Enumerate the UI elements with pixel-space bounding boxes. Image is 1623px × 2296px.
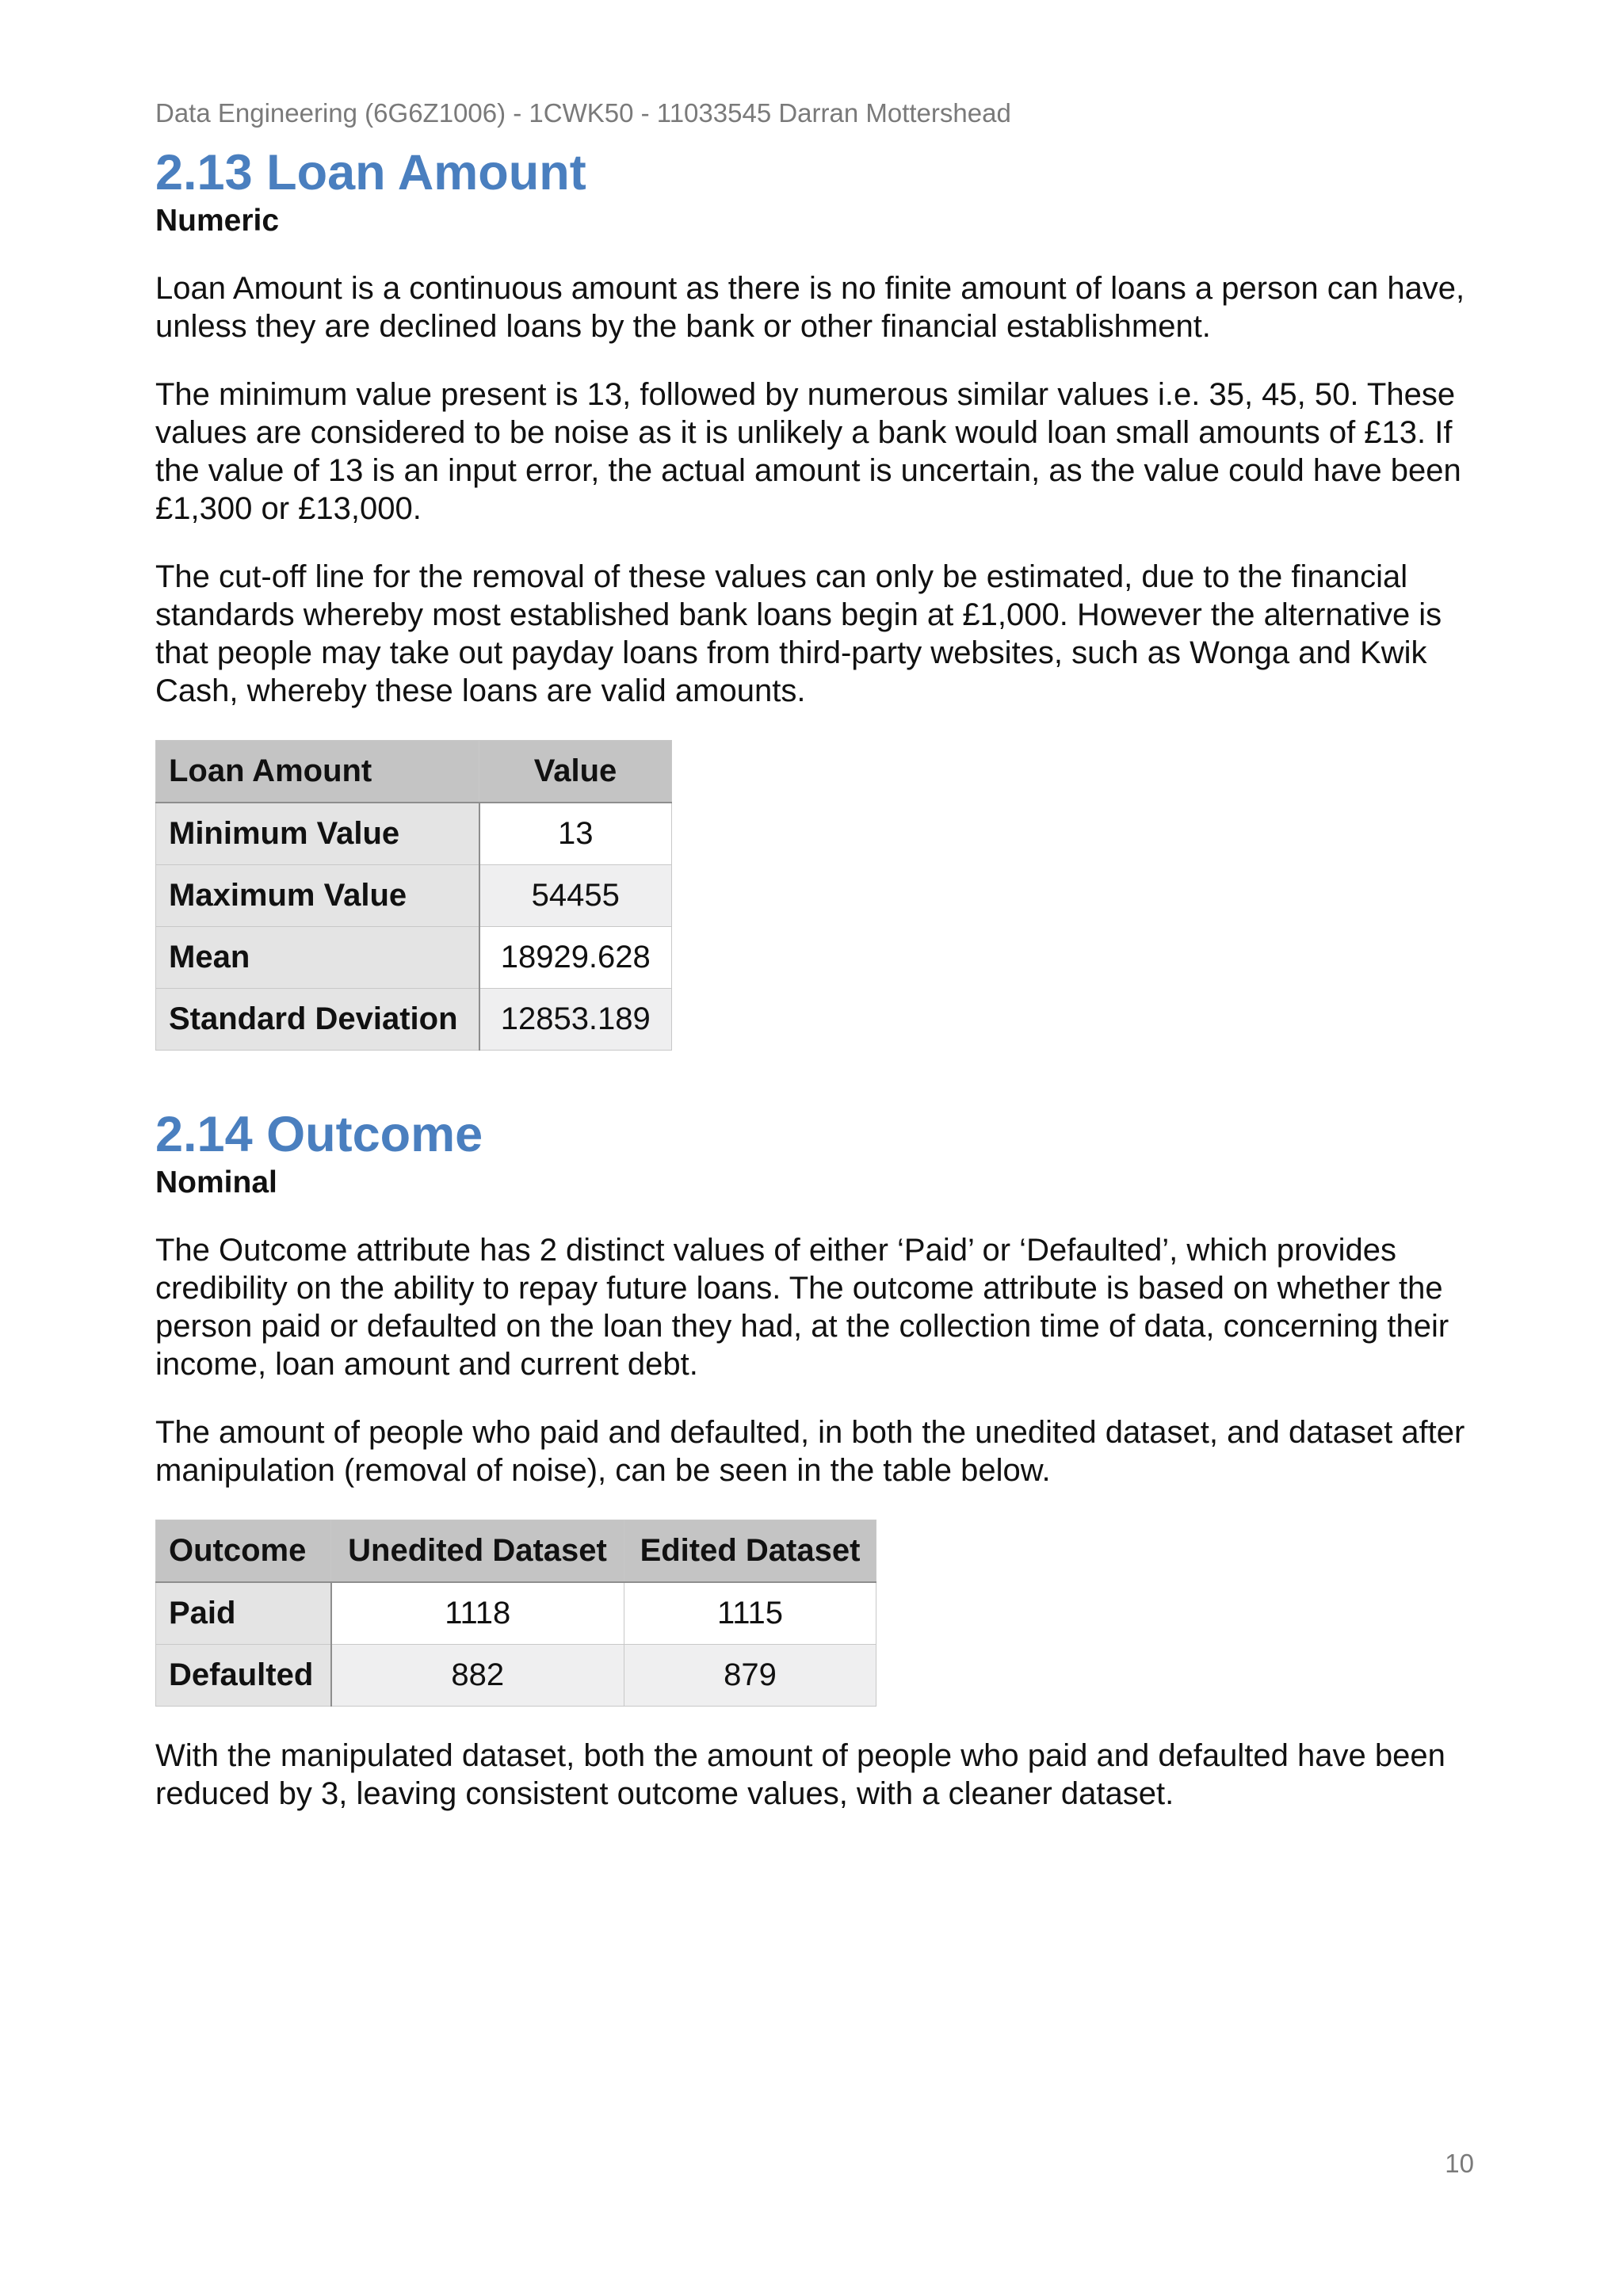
- column-header: Value: [479, 741, 672, 803]
- table-row: [156, 803, 672, 865]
- paragraph: The Outcome attribute has 2 distinct values of either ‘Paid’ or ‘Defaulted’, which provides credibility on the ability to repay future loans. The outcome attribute is based on whether the person paid or defaulted on the loan they had, at the collection time of data, concerning their income, loan amount and current debt.: [155, 1233, 1449, 1382]
- row-label: Standard Deviation: [156, 989, 479, 1051]
- section-type-outcome: Nominal: [155, 1165, 277, 1199]
- document-page: [155, 95, 1471, 1813]
- table-header-row: [156, 741, 672, 803]
- paragraph: The amount of people who paid and defaulted, in both the unedited dataset, and dataset after manipulation (removal of noise), can be seen in the table below.: [155, 1415, 1465, 1488]
- table-header-row: [156, 1520, 876, 1583]
- section-title-outcome: 2.14 Outcome: [155, 1107, 483, 1162]
- row-label: Maximum Value: [156, 865, 479, 927]
- section-title-loan-amount: 2.13 Loan Amount: [155, 145, 586, 200]
- column-header: Edited Dataset: [624, 1520, 876, 1583]
- loan-amount-table: [155, 740, 672, 1051]
- table-cell: 882: [331, 1645, 624, 1707]
- table-cell: 879: [624, 1645, 876, 1707]
- column-header: Loan Amount: [156, 741, 479, 803]
- table-row: [156, 989, 672, 1051]
- paragraph: Loan Amount is a continuous amount as there is no finite amount of loans a person can have, unless they are declined loans by the bank or other financial establishment.: [155, 271, 1465, 344]
- table-row: [156, 1645, 876, 1707]
- running-header: Data Engineering (6G6Z1006) - 1CWK50 - 11033545 Darran Mottershead: [155, 98, 1011, 128]
- table-cell: 54455: [479, 865, 672, 927]
- row-label: Mean: [156, 927, 479, 989]
- column-header: Outcome: [156, 1520, 331, 1583]
- table-cell: 1118: [331, 1582, 624, 1645]
- outcome-table: [155, 1520, 876, 1707]
- row-label: Paid: [156, 1582, 331, 1645]
- row-label: Defaulted: [156, 1645, 331, 1707]
- table-row: [156, 1582, 876, 1645]
- table-cell: 13: [479, 803, 672, 865]
- table-row: [156, 865, 672, 927]
- table-cell: 12853.189: [479, 989, 672, 1051]
- column-header: Unedited Dataset: [331, 1520, 624, 1583]
- table-cell: 1115: [624, 1582, 876, 1645]
- paragraph: The cut-off line for the removal of these values can only be estimated, due to the financial standards whereby most established bank loans begin at £1,000. However the alternative is that people may take out payday loans from third-party websites, such as Wonga and Kwik Cash, whereby these loans are valid amounts.: [155, 559, 1442, 708]
- closing-paragraph: With the manipulated dataset, both the amount of people who paid and defaulted have been reduced by 3, leaving consistent outcome values, with a cleaner dataset.: [155, 1738, 1445, 1811]
- paragraph: The minimum value present is 13, followed by numerous similar values i.e. 35, 45, 50. These values are considered to be noise as it is unlikely a bank would loan small amounts of £13. If the value of 13 is an input error, the actual amount is uncertain, as the value could have been £1,300 or £13,000.: [155, 377, 1461, 526]
- table-cell: 18929.628: [479, 927, 672, 989]
- section-type-loan-amount: Numeric: [155, 204, 280, 238]
- table-row: [156, 927, 672, 989]
- row-label: Minimum Value: [156, 803, 479, 865]
- page-number: 10: [1445, 2149, 1474, 2178]
